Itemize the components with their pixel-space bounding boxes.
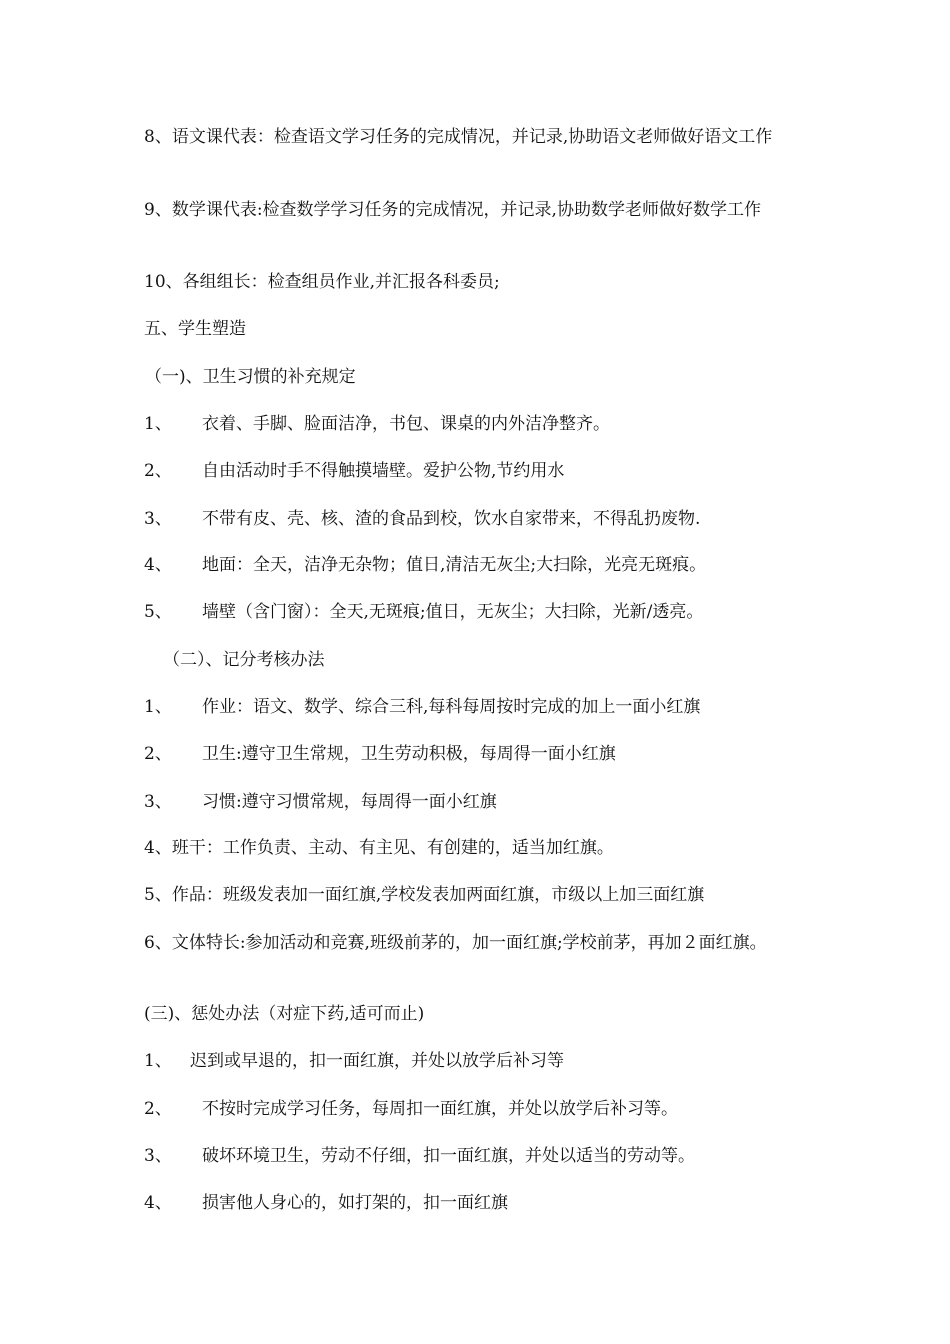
subsection-heading-3	[144, 1002, 814, 1027]
paragraph-item	[144, 883, 814, 908]
list-text: 地面：全天，洁净无杂物；值日,清洁无灰尘;大扫除，光亮无斑痕。	[202, 555, 707, 575]
list-number: 3、	[144, 1146, 172, 1166]
list-number: 5、	[144, 602, 172, 622]
list-item	[144, 742, 814, 767]
list-text: 不带有皮、壳、核、渣的食品到校，饮水自家带来，不得乱扔废物.	[202, 509, 701, 529]
heading-text: （二）、记分考核办法	[163, 650, 325, 670]
paragraph-text: 4、班干：工作负责、主动、有主见、有创建的，适当加红旗。	[144, 838, 614, 858]
section-heading-5	[144, 317, 814, 342]
paragraph-item	[144, 836, 814, 861]
list-text: 作业：语文、数学、综合三科,每科每周按时完成的加上一面小红旗	[202, 697, 701, 717]
list-number: 2、	[144, 744, 172, 764]
subsection-heading-2	[163, 648, 833, 673]
list-text: 损害他人身心的，如打架的，扣一面红旗	[202, 1193, 508, 1213]
paragraph-item-9	[144, 198, 814, 223]
paragraph-text: 10、各组组长：检查组员作业,并汇报各科委员;	[144, 272, 500, 292]
list-text: 自由活动时手不得触摸墙壁。爱护公物,节约用水	[202, 461, 565, 481]
list-number: 1、	[144, 697, 172, 717]
paragraph-item-10	[144, 270, 814, 295]
list-number: 4、	[144, 1193, 172, 1213]
list-text: 不按时完成学习任务，每周扣一面红旗，并处以放学后补习等。	[202, 1099, 678, 1119]
list-text: 破坏环境卫生，劳动不仔细，扣一面红旗，并处以适当的劳动等。	[202, 1146, 695, 1166]
list-number: 1、	[144, 414, 172, 434]
list-item	[144, 790, 814, 815]
list-text: 卫生:遵守卫生常规，卫生劳动积极，每周得一面小红旗	[202, 744, 616, 764]
list-item	[144, 1049, 814, 1074]
heading-text: (三)、惩处办法（对症下药,适可而止)	[144, 1004, 425, 1024]
paragraph-text: 6、文体特长:参加活动和竞赛,班级前茅的，加一面红旗;学校前茅，再加２面红旗。	[144, 933, 767, 953]
subsection-heading-1	[145, 365, 815, 390]
list-item	[144, 600, 814, 625]
paragraph-text: 5、作品：班级发表加一面红旗,学校发表加两面红旗，市级以上加三面红旗	[144, 885, 705, 905]
list-item	[144, 553, 814, 578]
list-text: 习惯:遵守习惯常规，每周得一面小红旗	[202, 792, 497, 812]
list-number: 2、	[144, 1099, 172, 1119]
list-item	[144, 1097, 814, 1122]
list-item	[144, 1191, 814, 1216]
list-item	[144, 507, 814, 532]
list-number: 4、	[144, 555, 172, 575]
list-number: 3、	[144, 509, 172, 529]
paragraph-text: 8、语文课代表：检查语文学习任务的完成情况，并记录,协助语文老师做好语文工作	[144, 127, 773, 147]
list-item	[144, 412, 814, 437]
paragraph-text: 9、数学课代表:检查数学学习任务的完成情况，并记录,协助数学老师做好数学工作	[144, 200, 761, 220]
paragraph-item	[144, 931, 814, 956]
heading-text: 五、学生塑造	[144, 319, 246, 339]
list-item	[144, 459, 814, 484]
list-number: 2、	[144, 461, 172, 481]
list-text: 衣着、手脚、脸面洁净，书包、课桌的内外洁净整齐。	[202, 414, 610, 434]
list-text: 迟到或早退的，扣一面红旗，并处以放学后补习等	[190, 1051, 564, 1071]
list-item	[144, 1144, 814, 1169]
heading-text: （一)、卫生习惯的补充规定	[145, 367, 356, 387]
list-number: 3、	[144, 792, 172, 812]
list-number: 1、	[144, 1051, 172, 1071]
list-text: 墙壁（含门窗）：全天,无斑痕;值日，无灰尘；大扫除，光新/透亮。	[202, 602, 704, 622]
list-item	[144, 695, 814, 720]
paragraph-item-8	[144, 125, 814, 150]
